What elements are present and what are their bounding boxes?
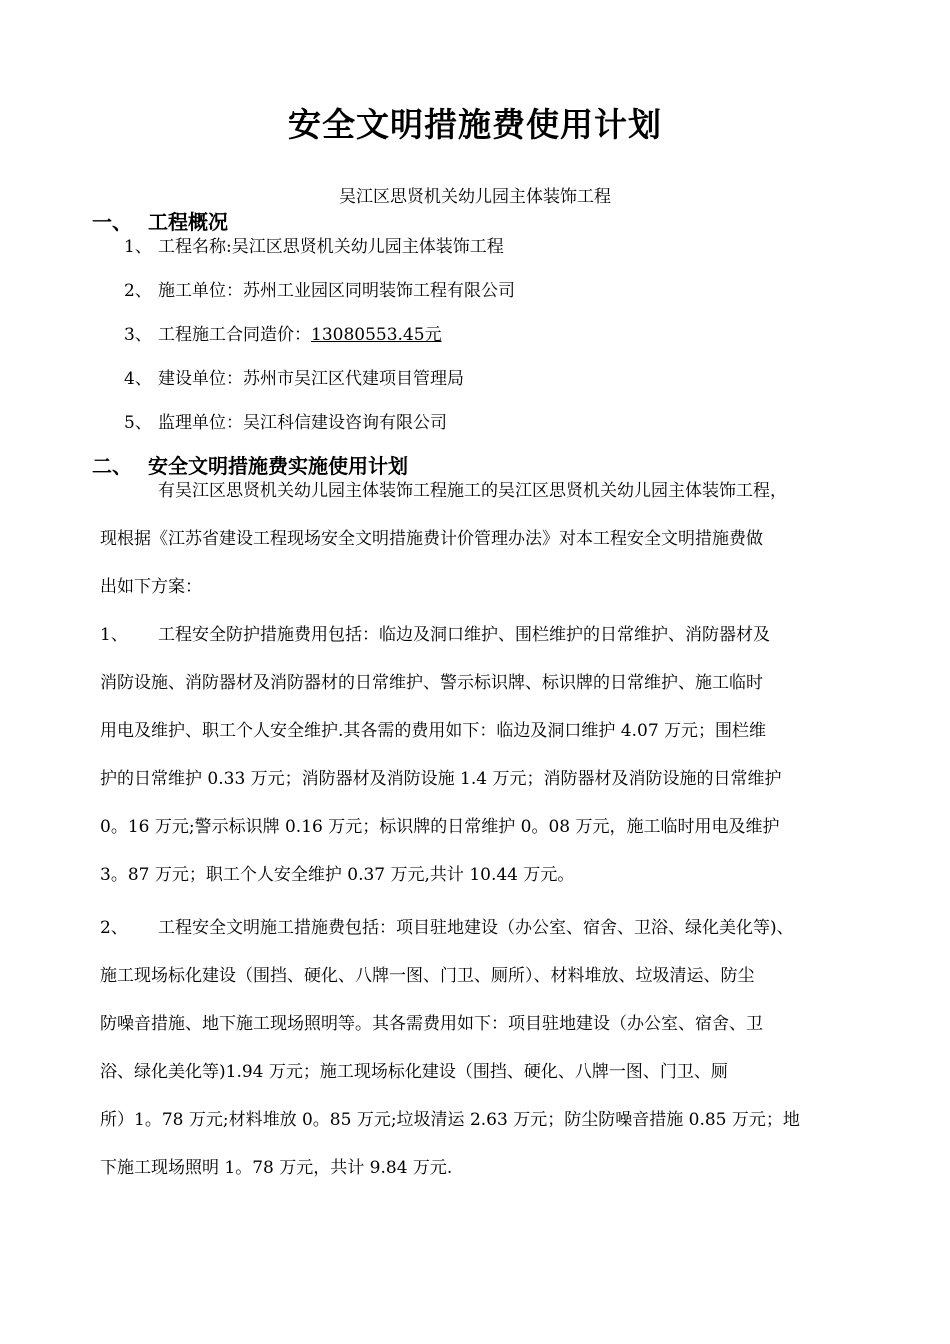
section-1-heading xyxy=(92,208,228,236)
section-title: 工程概况 xyxy=(148,210,228,234)
item-number: 1、 xyxy=(124,237,152,257)
overview-item-contractor xyxy=(124,278,515,304)
plan-item-number: 1、 xyxy=(100,625,128,645)
plan-line: 消防设施、消防器材及消防器材的日常维护、警示标识牌、标识牌的日常维护、施工临时 xyxy=(100,673,763,693)
document-title: 安全文明措施费使用计划 xyxy=(288,105,662,144)
plan-item-2 xyxy=(100,904,875,1192)
plan-line: 护的日常维护 0.33 万元；消防器材及消防设施 1.4 万元；消防器材及消防设施的日常维护 xyxy=(100,769,782,789)
section-number: 一、 xyxy=(92,210,132,234)
plan-line: 下施工现场照明 1。78 万元，共计 9.84 万元. xyxy=(100,1158,453,1178)
item-label: 工程名称: xyxy=(158,237,232,257)
plan-item-number: 2、 xyxy=(100,918,128,938)
item-value: 吴江区思贤机关幼儿园主体装饰工程 xyxy=(231,237,504,257)
item-number: 2、 xyxy=(124,281,152,301)
plan-line: 用电及维护、职工个人安全维护.其各需的费用如下：临边及洞口维护 4.07 万元；围栏维 xyxy=(100,721,767,741)
section-2-intro xyxy=(100,467,875,611)
plan-line: 所）1。78 万元;材料堆放 0。85 万元;垃圾清运 2.63 万元；防尘防噪音措施 0.85 万元；地 xyxy=(100,1110,800,1130)
plan-item-1 xyxy=(100,611,875,899)
intro-line: 出如下方案： xyxy=(100,577,202,597)
plan-line: 防噪音措施、地下施工现场照明等。其各需费用如下：项目驻地建设（办公室、宿舍、卫 xyxy=(100,1014,763,1034)
intro-line: 现根据《江苏省建设工程现场安全文明措施费计价管理办法》对本工程安全文明措施费做 xyxy=(100,529,763,549)
section-number: 二、 xyxy=(92,454,132,478)
item-number: 5、 xyxy=(124,413,152,433)
item-label: 施工单位： xyxy=(158,281,243,301)
item-value: 苏州市吴江区代建项目管理局 xyxy=(243,369,464,389)
item-number: 3、 xyxy=(124,325,152,345)
item-label: 工程施工合同造价： xyxy=(158,325,311,345)
plan-line: 工程安全文明施工措施费包括：项目驻地建设（办公室、宿舍、卫浴、绿化美化等)、 xyxy=(158,918,794,938)
overview-item-supervisor xyxy=(124,410,447,436)
item-number: 4、 xyxy=(124,369,152,389)
overview-item-project-name xyxy=(124,234,504,260)
item-label: 建设单位： xyxy=(158,369,243,389)
section-title: 安全文明措施费实施使用计划 xyxy=(148,454,408,478)
overview-item-owner xyxy=(124,366,464,392)
project-subtitle: 吴江区思贤机关幼儿园主体装饰工程 xyxy=(339,187,611,207)
plan-line: 0。16 万元;警示标识牌 0.16 万元；标识牌的日常维护 0。08 万元，施工临时用电及维护 xyxy=(100,817,780,837)
item-label: 监理单位： xyxy=(158,413,243,433)
item-value: 苏州工业园区同明装饰工程有限公司 xyxy=(243,281,515,301)
overview-item-contract-price xyxy=(124,322,442,348)
plan-line: 施工现场标化建设（围挡、硬化、八牌一图、门卫、厕所）、材料堆放、垃圾清运、防尘 xyxy=(100,966,755,986)
item-value: 13080553.45元 xyxy=(311,325,442,345)
plan-line: 3。87 万元；职工个人安全维护 0.37 万元,共计 10.44 万元。 xyxy=(100,865,575,885)
plan-line: 工程安全防护措施费用包括：临边及洞口维护、围栏维护的日常维护、消防器材及 xyxy=(158,625,770,645)
intro-line: 有吴江区思贤机关幼儿园主体装饰工程施工的吴江区思贤机关幼儿园主体装饰工程， xyxy=(158,481,787,501)
plan-line: 浴、绿化美化等)1.94 万元；施工现场标化建设（围挡、硬化、八牌一图、门卫、厕 xyxy=(100,1062,728,1082)
item-value: 吴江科信建设咨询有限公司 xyxy=(243,413,447,433)
